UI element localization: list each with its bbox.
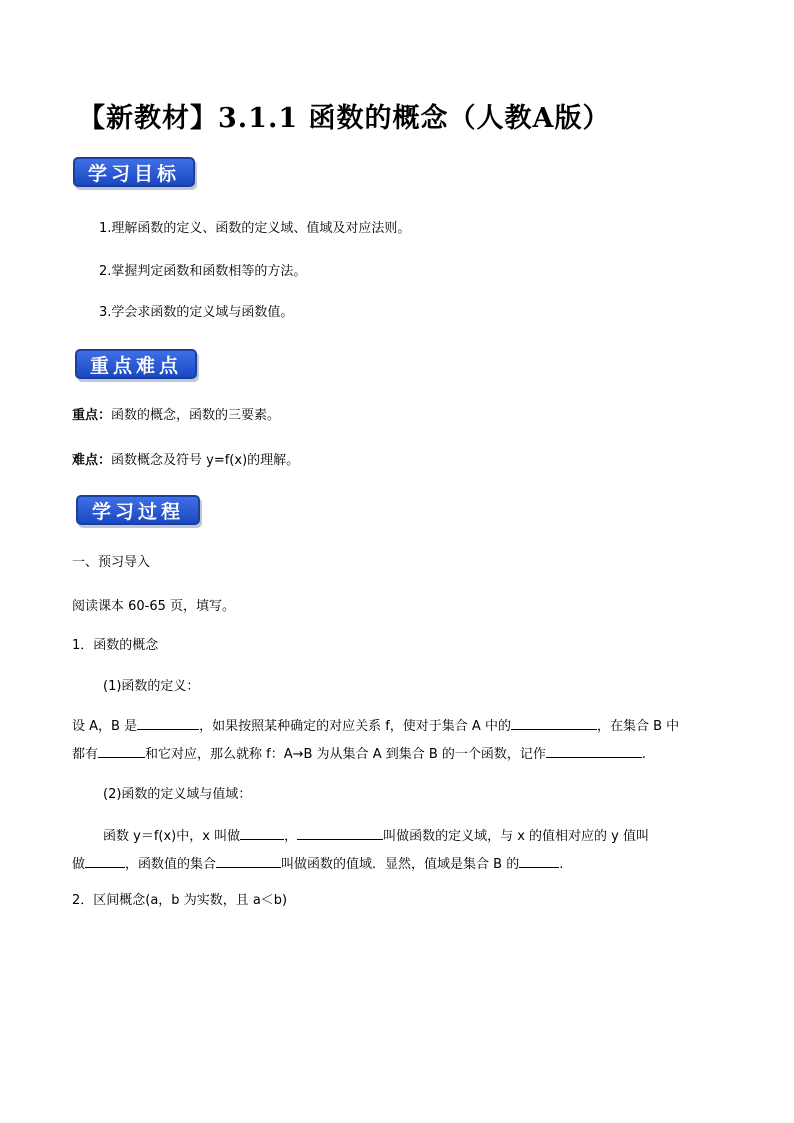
sub-1-heading: (1)函数的定义： — [103, 679, 200, 694]
sub-2-heading: (2)函数的定义域与值域： — [103, 787, 252, 802]
difficulty-text: 函数概念及符号 y=f(x)的理解。 — [111, 453, 300, 468]
read-instruction: 阅读课本 60-65 页，填写。 — [72, 599, 236, 614]
dom-text-2d: . — [559, 857, 564, 872]
item-2-heading: 2．区间概念(a，b 为实数，且 a＜b) — [72, 893, 288, 908]
def-text-2a: 都有 — [72, 747, 99, 762]
goal-2: 2.掌握判定函数和函数相等的方法。 — [99, 264, 307, 279]
difficulty-line — [72, 453, 299, 469]
dom-text-1b: ， — [284, 829, 298, 844]
goal-1: 1.理解函数的定义、函数的定义域、值域及对应法则。 — [99, 221, 411, 236]
focus-text: 函数的概念，函数的三要素。 — [111, 408, 281, 423]
blank-line — [511, 717, 597, 730]
def-text-2c: . — [641, 747, 647, 762]
blank-line — [519, 855, 559, 868]
section-badge-key: 重点难点 — [75, 349, 197, 379]
blank-line — [85, 855, 125, 868]
blank-line — [297, 827, 383, 840]
blank-line — [546, 745, 642, 758]
dom-text-2c: 叫做函数的值域．显然，值域是集合 B 的 — [281, 857, 520, 872]
focus-line — [72, 408, 280, 424]
dom-text-1a: 函数 y＝f(x)中，x 叫做 — [103, 829, 241, 844]
goal-3: 3.学会求函数的定义域与函数值。 — [99, 305, 294, 320]
dom-text-2a: 做 — [72, 857, 86, 872]
domain-line-2 — [72, 855, 563, 873]
section-badge-goals: 学习目标 — [73, 157, 195, 187]
part-heading: 一、预习导入 — [72, 555, 151, 570]
def-text-1b: ，如果按照某种确定的对应关系 f，使对于集合 A 中的 — [199, 719, 511, 734]
definition-line-2 — [72, 745, 646, 763]
blank-line — [240, 827, 284, 840]
page-title: 【新教材】3.1.1 函数的概念（人教A版） — [78, 103, 611, 134]
difficulty-label: 难点： — [72, 453, 112, 468]
def-text-1a: 设 A，B 是 — [72, 719, 138, 734]
def-text-1c: ，在集合 B 中 — [596, 719, 680, 734]
definition-line-1 — [72, 717, 679, 735]
def-text-2b: 和它对应，那么就称 f：A→B 为从集合 A 到集合 B 的一个函数，记作 — [145, 747, 546, 762]
blank-line — [216, 855, 281, 868]
blank-line — [137, 717, 199, 730]
dom-text-1c: 叫做函数的定义域，与 x 的值相对应的 y 值叫 — [383, 829, 650, 844]
dom-text-2b: ，函数值的集合 — [125, 857, 217, 872]
section-badge-process: 学习过程 — [76, 495, 200, 525]
focus-label: 重点： — [72, 408, 112, 423]
blank-line — [98, 745, 145, 758]
item-1-heading: 1．函数的概念 — [72, 638, 159, 653]
domain-line-1 — [103, 827, 649, 845]
